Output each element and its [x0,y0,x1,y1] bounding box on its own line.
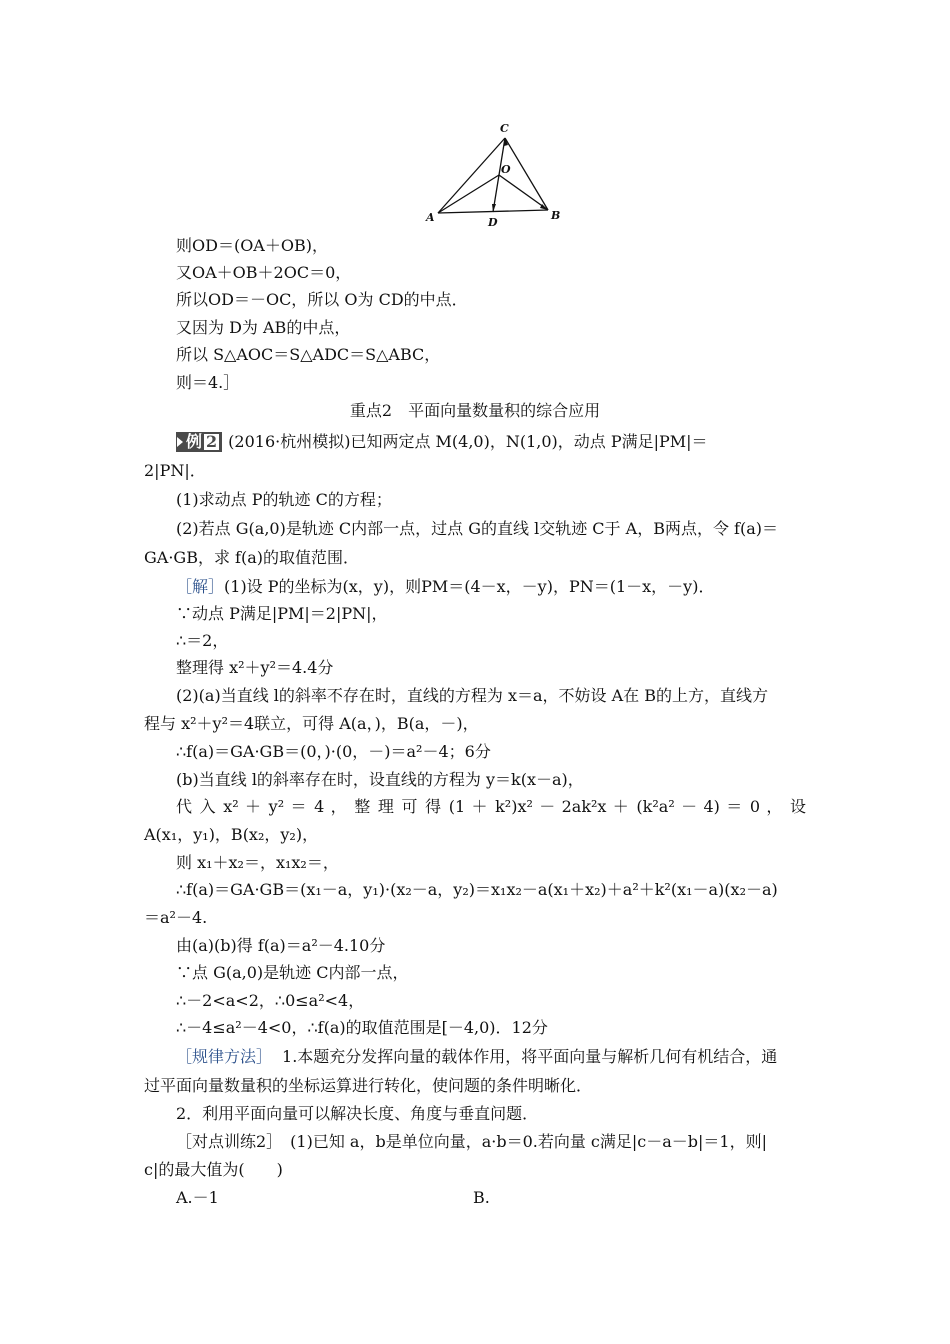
proof-line-4: 又因为 D为 AB的中点， [176,318,351,337]
proof-line-3: 所以OD＝－OC，所以 O为 CD的中点． [176,290,468,309]
method-line-2: 过平面向量数量积的坐标运算进行转化，使问题的条件明晰化． [144,1076,593,1095]
proof-line-5: 所以 S△AOC＝S△ADC＝S△ABC， [176,345,441,364]
solution-line-14: 由(a)(b)得 f(a)＝a²－4.10分 [176,936,386,955]
method-tag: ［规律方法］ [176,1047,273,1066]
method-line-1 [176,1047,777,1067]
question-1: (1)求动点 P的轨迹 C的方程； [176,490,392,509]
question-2a: (2)若点 G(a,0)是轨迹 C内部一点，过点 G的直线 l交轨迹 C于 A，B两点，令 f(a)＝ [176,519,778,538]
label-a: A [426,211,435,224]
example-badge [176,432,222,452]
solution-line-1 [176,577,714,597]
label-o: O [501,163,511,176]
solution-line-3: ∴＝2， [176,631,229,650]
segment-ob [499,175,548,210]
solution-line-8: (b)当直线 l的斜率存在时，设直线的方程为 y＝k(x－a)， [176,770,584,789]
solution-text-1: (1)设 P的坐标为(x，y)，则PM＝(4－x，－y)，PN＝(1－x，－y)． [224,577,715,596]
training-line-2: c|的最大值为( ) [144,1160,283,1179]
example-badge-number: 2 [206,432,218,451]
training-line-1: ［对点训练2］ (1)已知 a，b是单位向量，a·b＝0.若向量 c满足|c－a－b|＝1，则| [176,1132,767,1151]
label-d: D [488,216,498,229]
solution-line-10: A(x₁，y₁)，B(x₂，y₂)， [144,825,319,844]
proof-line-1: 则OD＝(OA＋OB)， [176,236,328,255]
solution-line-6: 程与 x²＋y²＝4联立，可得 A(a，)，B(a，－)， [144,714,479,733]
triangle-figure [420,118,570,230]
method-text-1: 1.本题充分发挥向量的载体作用，将平面向量与解析几何有机结合，通 [282,1047,778,1066]
solution-line-13: ＝a²－4. [144,908,208,927]
option-b: B. [473,1188,490,1207]
example-badge-text: 例 [186,432,203,451]
solution-line-12: ∴f(a)＝GA·GB＝(x₁－a，y₁)·(x₂－a，y₂)＝x₁x₂－a(x₁＋x₂)＋a²＋k²(x₁－a)(x₂－a) [176,880,778,899]
question-2b: GA·GB，求 f(a)的取值范围． [144,548,359,567]
solution-line-9: 代 入 x² ＋ y² ＝ 4 ， 整 理 可 得 (1 ＋ k²)x² － 2ak²x ＋ (k²a² － 4) ＝ 0 ， 设 [176,797,806,816]
solution-line-17: ∴－4≤a²－4<0，∴f(a)的取值范围是[－4,0)．12分 [176,1018,548,1037]
solution-line-7: ∴f(a)＝GA·GB＝(0，)·(0，－)＝a²－4；6分 [176,742,491,761]
segment-ao [438,175,499,213]
method-line-3: 2．利用平面向量可以解决长度、角度与垂直问题． [176,1104,539,1123]
solution-line-15: ∵点 G(a,0)是轨迹 C内部一点， [176,963,409,982]
solution-tag: ［解］ [176,577,225,596]
proof-line-6: 则＝4.］ [176,373,240,392]
option-a: A.－1 [176,1188,219,1207]
example-line-1 [176,432,708,452]
solution-line-5: (2)(a)当直线 l的斜率不存在时，直线的方程为 x＝a，不妨设 A在 B的上方，直线方 [176,686,769,705]
solution-line-4: 整理得 x²＋y²＝4.4分 [176,658,334,677]
example-text-1: (2016·杭州模拟)已知两定点 M(4,0)，N(1,0)，动点 P满足|PM|＝ [228,432,708,451]
solution-line-2: ∵动点 P满足|PM|＝2|PN|， [176,604,388,623]
label-b: B [551,209,561,222]
solution-line-11: 则 x₁＋x₂＝，x₁x₂＝， [176,853,339,872]
solution-line-16: ∴－2<a<2，∴0≤a²<4， [176,991,365,1010]
section-title: 重点2 平面向量数量积的综合应用 [349,401,601,420]
label-c: C [500,122,509,135]
edge-cb [505,138,548,210]
example-line-2: 2|PN|． [144,461,206,480]
proof-line-2: 又OA＋OB＋2OC＝0， [176,263,352,282]
